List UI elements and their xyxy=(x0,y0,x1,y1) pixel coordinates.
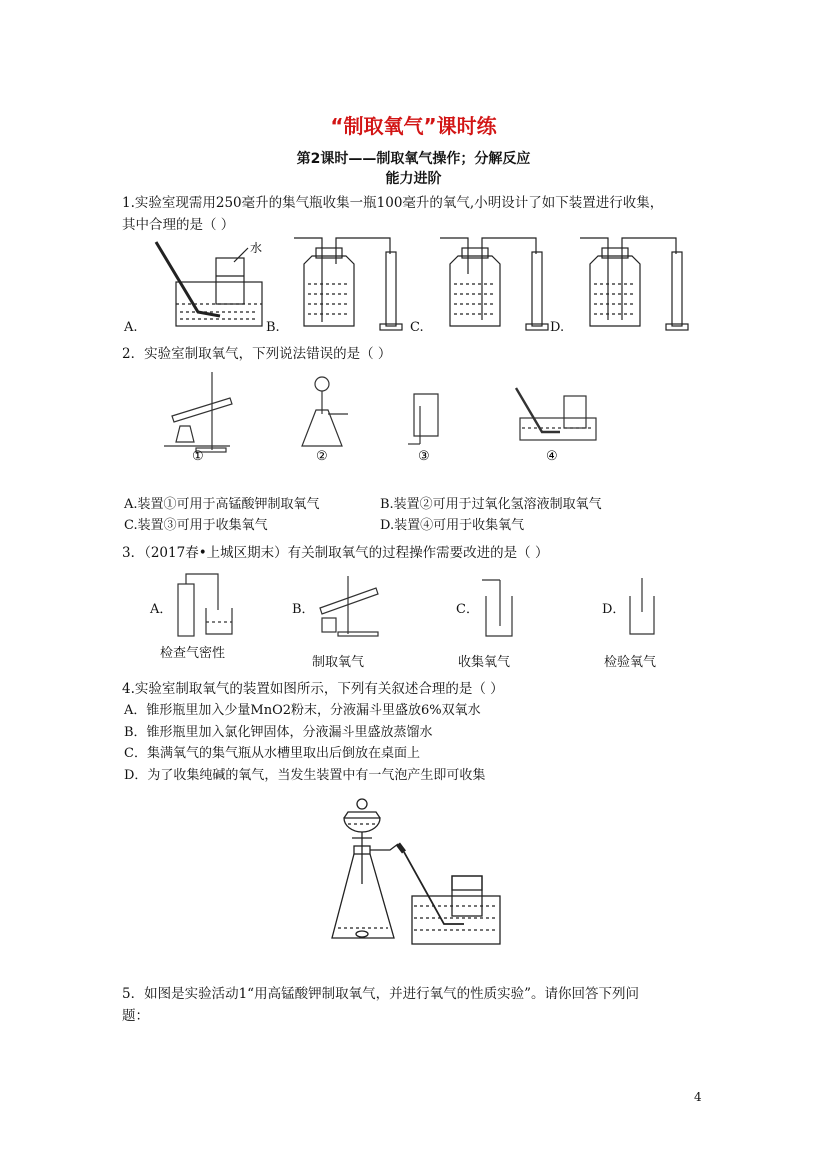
page-number: 4 xyxy=(694,1090,702,1104)
q1-label-d: D. xyxy=(550,320,565,335)
q1-stem-line1: 1.实验室现需用250毫升的集气瓶收集一瓶100毫升的氧气,小明设计了如下装置进行收集， xyxy=(122,195,664,211)
q3-caption-c: 收集氧气 xyxy=(458,655,511,670)
q2-fig-label-1: ① xyxy=(192,449,204,464)
q1-label-b: B. xyxy=(266,320,280,335)
q3-label-c: C． xyxy=(456,602,479,617)
q3-stem: 3．（2017春•上城区期末）有关制取氧气的过程操作需要改进的是（ ） xyxy=(122,545,549,561)
q2-figure-1 xyxy=(160,370,240,462)
q3-figure-a xyxy=(170,570,240,640)
q2-fig-label-4: ④ xyxy=(546,449,558,464)
q3-caption-d: 检验氧气 xyxy=(604,655,657,670)
q2-fig-label-3: ③ xyxy=(418,449,430,464)
section-heading: 能力进阶 xyxy=(385,171,442,187)
q2-option-c: C.装置③可用于收集氧气 xyxy=(124,518,268,533)
q3-caption-b: 制取氧气 xyxy=(312,655,365,670)
q2-fig-label-2: ② xyxy=(316,449,328,464)
q2-figure-3 xyxy=(404,386,454,462)
q3-label-b: B． xyxy=(292,602,315,617)
q1-label-c: C. xyxy=(410,320,424,335)
q2-option-d: D.装置④可用于收集氧气 xyxy=(380,518,525,533)
q4-option-c: C．集满氧气的集气瓶从水槽里取出后倒放在桌面上 xyxy=(124,746,420,761)
q1-label-a: A. xyxy=(124,320,138,335)
q4-option-d: D．为了收集纯碱的氧气，当发生装置中有一气泡产生即可收集 xyxy=(124,768,486,783)
q1-figure-a xyxy=(148,232,268,332)
q2-option-a: A.装置①可用于高锰酸钾制取氧气 xyxy=(124,497,320,512)
q4-option-b: B．锥形瓶里加入氯化钾固体，分液漏斗里盛放蒸馏水 xyxy=(124,725,433,740)
q3-figure-b xyxy=(312,572,392,642)
lesson-subtitle: 第2课时——制取氧气操作；分解反应 xyxy=(296,151,531,167)
q2-figure-4 xyxy=(512,384,602,462)
q4-apparatus-figure xyxy=(326,794,506,946)
q1-figure-b xyxy=(290,234,410,334)
q3-caption-a: 检查气密性 xyxy=(160,646,226,661)
q3-figure-d xyxy=(622,572,662,642)
q1-figure-d xyxy=(576,234,696,334)
q1-stem-line2: 其中合理的是（ ） xyxy=(122,217,235,233)
q2-option-b: B.装置②可用于过氧化氢溶液制取氧气 xyxy=(380,497,602,512)
page-title: “制取氧气”课时练 xyxy=(330,114,497,138)
q3-label-d: D． xyxy=(602,602,626,617)
q3-label-a: A． xyxy=(150,602,173,617)
q2-figure-2 xyxy=(292,374,362,462)
q5-stem-line1: 5．如图是实验活动1“用高锰酸钾制取氧气，并进行氧气的性质实验”。请你回答下列问 xyxy=(122,986,639,1002)
q4-option-a: A．锥形瓶里加入少量MnO2粉末，分液漏斗里盛放6%双氧水 xyxy=(124,703,481,718)
q5-stem-line2: 题： xyxy=(122,1008,149,1024)
q2-stem: 2．实验室制取氧气，下列说法错误的是（ ） xyxy=(122,346,392,362)
q1-figure-c xyxy=(436,234,556,334)
q1-water-label: 水 xyxy=(250,241,263,255)
q3-figure-c xyxy=(476,576,526,642)
q4-stem: 4.实验室制取氧气的装置如图所示，下列有关叙述合理的是（ ） xyxy=(122,681,504,697)
